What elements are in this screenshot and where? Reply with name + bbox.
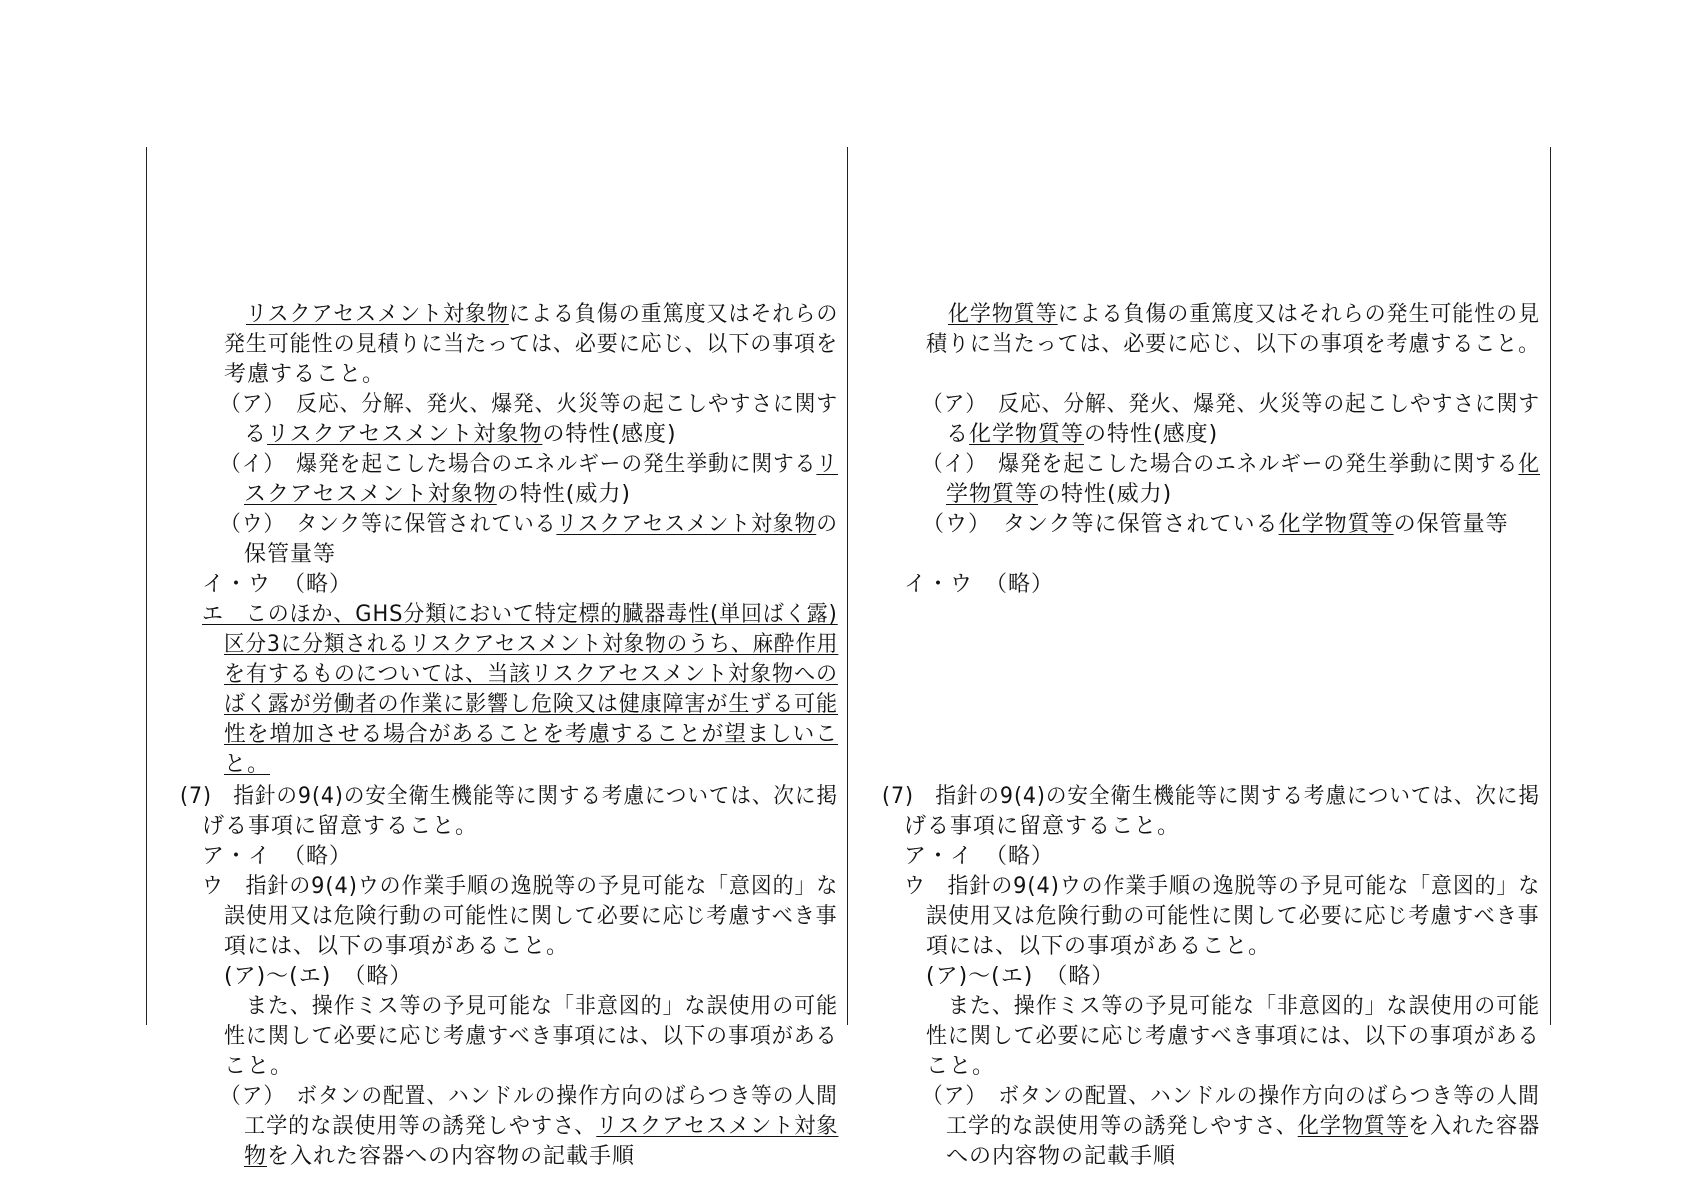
line-segment: の保管量等 xyxy=(1393,512,1509,537)
text-line xyxy=(922,390,1540,420)
line-segment: 化学物質等 xyxy=(969,422,1085,447)
line-segment: への内容物の記載手順 xyxy=(946,1144,1177,1169)
text-line xyxy=(220,1082,838,1112)
line-segment: の特性(威力) xyxy=(1038,482,1173,507)
line-segment: ア・イ （略） xyxy=(904,844,1055,869)
line-segment: エ このほか、GHS分類において特定標的臓器毒性(単回ばく露) xyxy=(202,602,838,627)
line-segment: 学物質等 xyxy=(946,482,1039,507)
text-line xyxy=(922,510,1509,540)
line-segment: の特性(威力) xyxy=(496,482,631,507)
text-line xyxy=(926,902,1540,932)
line-segment: と。 xyxy=(224,752,271,777)
text-line xyxy=(948,992,1540,1022)
line-segment: 工学的な誤使用等の誘発しやすさ、 xyxy=(244,1114,597,1139)
line-segment: 項には、以下の事項があること。 xyxy=(926,934,1272,959)
line-segment: （イ） 爆発を起こした場合のエネルギーの発生挙動に関する xyxy=(220,452,817,477)
text-line xyxy=(224,932,569,962)
text-line xyxy=(224,1052,293,1082)
line-segment: の特性(感度) xyxy=(1084,422,1219,447)
text-line xyxy=(224,660,838,690)
text-line xyxy=(202,812,478,842)
line-segment: 積りに当たっては、必要に応じ、以下の事項を考慮すること。 xyxy=(926,332,1541,357)
line-segment: 誤使用又は危険行動の可能性に関して必要に応じ考慮すべき事 xyxy=(926,904,1540,929)
text-line xyxy=(220,390,838,420)
line-segment: リスクアセスメント対象 xyxy=(596,1114,839,1139)
text-line xyxy=(244,1142,635,1172)
line-segment: リスクアセスメント対象物 xyxy=(556,512,817,537)
line-segment: （ア） 反応、分解、発火、爆発、火災等の起こしやすさに関す xyxy=(220,392,839,417)
line-segment: 発生可能性の見積りに当たっては、必要に応じ、以下の事項を xyxy=(224,332,839,357)
text-line xyxy=(946,1112,1540,1142)
line-segment: スクアセスメント対象物 xyxy=(244,482,497,507)
text-line xyxy=(202,872,838,902)
line-segment: 区分3に分類されるリスクアセスメント対象物のうち、麻酔作用 xyxy=(224,632,839,657)
line-segment: げる事項に留意すること。 xyxy=(202,814,479,839)
text-line xyxy=(948,300,1540,330)
line-segment: 物 xyxy=(244,1144,268,1169)
text-line xyxy=(946,480,1172,510)
line-segment: を有するものについては、当該リスクアセスメント対象物への xyxy=(224,662,838,687)
column-divider-left-outer xyxy=(146,147,147,1025)
text-line xyxy=(224,690,838,720)
column-divider-center xyxy=(847,147,848,1025)
line-segment: (ア)～(エ) （略） xyxy=(926,964,1115,989)
line-segment: （ウ） タンク等に保管されている xyxy=(922,512,1279,537)
line-segment: ウ 指針の9(4)ウの作業手順の逸脱等の予見可能な「意図的」な xyxy=(904,874,1541,899)
line-segment: ウ 指針の9(4)ウの作業手順の逸脱等の予見可能な「意図的」な xyxy=(202,874,839,899)
text-line xyxy=(946,420,1218,450)
line-segment: （ア） 反応、分解、発火、爆発、火災等の起こしやすさに関す xyxy=(922,392,1541,417)
text-line xyxy=(246,300,838,330)
line-segment: （ア） ボタンの配置、ハンドルの操作方向のばらつき等の人間 xyxy=(220,1084,838,1109)
line-segment: こと。 xyxy=(224,1054,294,1079)
line-segment: げる事項に留意すること。 xyxy=(904,814,1181,839)
text-line xyxy=(224,630,838,660)
text-line xyxy=(904,872,1540,902)
text-line xyxy=(180,782,838,812)
line-segment: 性に関して必要に応じ考慮すべき事項には、以下の事項がある xyxy=(224,1024,838,1049)
text-line xyxy=(244,540,336,570)
line-segment: (7) 指針の9(4)の安全衛生機能等に関する考慮については、次に掲 xyxy=(180,784,838,809)
line-segment: る xyxy=(244,422,268,447)
line-segment: 性に関して必要に応じ考慮すべき事項には、以下の事項がある xyxy=(926,1024,1540,1049)
line-segment: を入れた容器 xyxy=(1407,1114,1541,1139)
line-segment: による負傷の重篤度又はそれらの xyxy=(508,302,839,327)
text-line xyxy=(904,812,1180,842)
text-line xyxy=(922,1082,1540,1112)
line-segment: 保管量等 xyxy=(244,542,337,567)
text-line xyxy=(926,1052,995,1082)
text-line xyxy=(926,962,1114,992)
line-segment: （イ） 爆発を起こした場合のエネルギーの発生挙動に関する xyxy=(922,452,1519,477)
text-line xyxy=(946,1142,1176,1172)
line-segment: ア・イ （略） xyxy=(202,844,353,869)
text-line xyxy=(224,330,838,360)
line-segment: による負傷の重篤度又はそれらの発生可能性の見 xyxy=(1057,302,1541,327)
line-segment: 化 xyxy=(1518,452,1541,477)
text-line xyxy=(882,782,1540,812)
text-line xyxy=(922,450,1540,480)
line-segment: こと。 xyxy=(926,1054,996,1079)
text-line xyxy=(926,1022,1540,1052)
text-line xyxy=(244,480,631,510)
line-segment: （ア） ボタンの配置、ハンドルの操作方向のばらつき等の人間 xyxy=(922,1084,1540,1109)
text-line xyxy=(224,1022,838,1052)
line-segment: ばく露が労働者の作業に影響し危険又は健康障害が生ずる可能 xyxy=(224,692,839,717)
line-segment: (ア)～(エ) （略） xyxy=(224,964,413,989)
text-line xyxy=(244,420,677,450)
line-segment: 誤使用又は危険行動の可能性に関して必要に応じ考慮すべき事 xyxy=(224,904,838,929)
line-segment: の特性(感度) xyxy=(542,422,677,447)
line-segment: 考慮すること。 xyxy=(224,362,386,387)
line-segment: 性を増加させる場合があることを考慮することが望ましいこ xyxy=(224,722,838,747)
line-segment: 化学物質等 xyxy=(1278,512,1394,537)
text-line xyxy=(926,932,1271,962)
text-line xyxy=(202,842,352,872)
text-line xyxy=(202,600,838,630)
line-segment: 項には、以下の事項があること。 xyxy=(224,934,570,959)
line-segment: リスクアセスメント対象物 xyxy=(246,302,509,327)
line-segment: イ・ウ （略） xyxy=(904,572,1055,597)
text-line xyxy=(224,720,838,750)
text-line xyxy=(220,450,838,480)
text-line xyxy=(202,570,352,600)
column-divider-right-outer xyxy=(1550,147,1551,1025)
text-line xyxy=(224,750,270,780)
line-segment: る xyxy=(946,422,970,447)
text-line xyxy=(904,570,1054,600)
line-segment: また、操作ミス等の予見可能な「非意図的」な誤使用の可能 xyxy=(948,994,1541,1019)
line-segment: 化学物質等 xyxy=(1297,1114,1408,1139)
line-segment: (7) 指針の9(4)の安全衛生機能等に関する考慮については、次に掲 xyxy=(882,784,1540,809)
line-segment: 化学物質等 xyxy=(948,302,1058,327)
text-line xyxy=(220,510,838,540)
line-segment: リ xyxy=(816,452,839,477)
text-line xyxy=(224,360,385,390)
line-segment: リスクアセスメント対象物 xyxy=(267,422,543,447)
line-segment: を入れた容器への内容物の記載手順 xyxy=(267,1144,636,1169)
text-line xyxy=(224,962,412,992)
line-segment: 工学的な誤使用等の誘発しやすさ、 xyxy=(946,1114,1298,1139)
text-line xyxy=(246,992,838,1022)
text-line xyxy=(224,902,838,932)
line-segment: （ウ） タンク等に保管されている xyxy=(220,512,557,537)
text-line xyxy=(926,330,1540,360)
line-segment: また、操作ミス等の予見可能な「非意図的」な誤使用の可能 xyxy=(246,994,839,1019)
line-segment: イ・ウ （略） xyxy=(202,572,353,597)
text-line xyxy=(244,1112,838,1142)
text-line xyxy=(904,842,1054,872)
line-segment: の xyxy=(816,512,838,537)
